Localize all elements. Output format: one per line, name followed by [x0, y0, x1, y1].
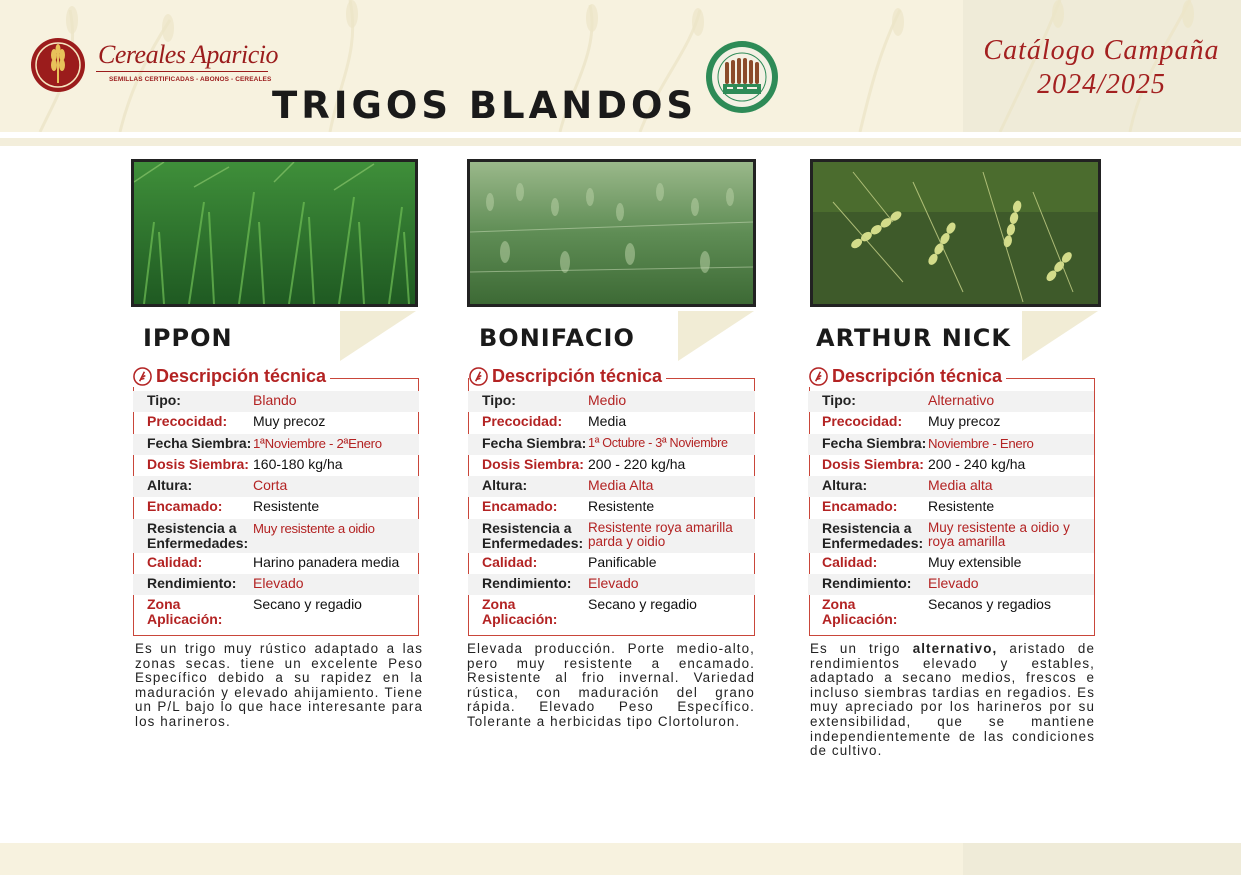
page-title: TRIGOS BLANDOS — [272, 84, 698, 127]
spec-label: Fecha Siembra: — [822, 434, 927, 451]
spec-label: Fecha Siembra: — [482, 434, 587, 451]
brand-underline — [96, 71, 268, 72]
decorative-triangle — [340, 311, 416, 361]
variety-photo-arthur-nick — [810, 159, 1101, 307]
spec-label — [133, 521, 253, 551]
spec-row-calidad — [808, 553, 1094, 574]
spec-row-rendimiento — [468, 574, 755, 595]
spec-table — [468, 391, 755, 628]
spec-value: 1ªNoviembre - 2ªEnero — [253, 435, 382, 451]
spec-value: Secanos y regadios — [928, 596, 1051, 613]
spec-row-rendimiento — [133, 574, 419, 595]
spec-value: Resistente — [928, 498, 995, 515]
spec-value: Noviembre - Enero — [928, 435, 1034, 451]
spec-row-tipo — [133, 391, 419, 412]
spec-row-dosis-siembra — [133, 455, 419, 476]
spec-value: Medio — [588, 392, 627, 408]
variety-name: BONIFACIO — [479, 324, 635, 352]
catalog-line-1: Catálogo Campaña — [983, 35, 1220, 66]
technical-description-header — [133, 366, 330, 387]
spec-label: Altura: — [822, 477, 868, 494]
variety-description: Elevada producción. Porte medio-alto, pero muy resistente a encamado. Resistente al frio invernal. Variedad rústica, con maduración del grano rápida. Elevado Peso Específico. Tolerante a herbicidas tipo Clortoluron. — [467, 641, 755, 729]
spec-label-line: Enfermedades: — [822, 534, 924, 551]
spec-value: Muy resistente a oidio — [253, 520, 375, 536]
variety-photo-ippon — [131, 159, 418, 307]
brand-name: Cereales Aparicio — [98, 40, 278, 69]
decorative-triangle — [678, 311, 754, 361]
header-rule — [0, 138, 1241, 146]
spec-table — [133, 391, 419, 628]
spec-label: Zona Aplicación: — [147, 596, 223, 628]
spec-label: Zona Aplicación: — [482, 596, 558, 628]
spec-label: Tipo: — [822, 392, 856, 408]
spec-table — [808, 391, 1094, 628]
description-post: aristado de rendimientos elevado y estables, adaptado a secano medios, frescos e incluso siembras tardias en regadios. Es muy apreciado por los harineros por su extensibilidad, que se mantiene independientemente de las condiciones de cultivo. — [810, 641, 1096, 759]
spec-row-rendimiento — [808, 574, 1094, 595]
footer-band-right — [963, 843, 1241, 875]
spec-value: Muy precoz — [928, 413, 1001, 430]
spec-row-fecha-siembra — [133, 434, 419, 455]
spec-row-fecha-siembra — [468, 434, 755, 455]
description-pre: Es un trigo — [810, 641, 901, 656]
spec-label: Rendimiento: — [482, 575, 572, 592]
spec-value: Resistente — [588, 498, 655, 515]
spec-row-resistencia — [808, 519, 1094, 553]
spec-label: Precocidad: — [822, 413, 903, 430]
spec-value: Resistente — [253, 498, 320, 515]
spec-row-resistencia — [468, 519, 755, 553]
spec-row-fecha-siembra — [808, 434, 1094, 455]
catalog-line-2: 2024/2025 — [1037, 69, 1166, 100]
spec-row-altura — [808, 476, 1094, 497]
spec-value: Elevado — [253, 575, 304, 592]
spec-label-line: Enfermedades: — [482, 534, 584, 551]
spec-value: Muy resistente a oidio y roya amarilla — [928, 519, 1070, 549]
spec-label: Dosis Siembra: — [822, 455, 924, 472]
spec-label: Tipo: — [482, 392, 516, 408]
spec-value: Blando — [253, 392, 297, 408]
spec-row-precocidad — [468, 412, 755, 433]
spec-row-precocidad — [133, 412, 419, 433]
spec-row-dosis-siembra — [808, 455, 1094, 476]
spec-label: Encamado: — [822, 498, 898, 515]
spec-row-zona — [468, 595, 755, 628]
wheat-seal-icon — [133, 367, 152, 386]
wheat-seal-icon — [809, 367, 828, 386]
spec-row-zona — [133, 595, 419, 628]
spec-label: Rendimiento: — [147, 575, 237, 592]
company-logo-icon — [30, 37, 86, 93]
spec-row-encamado — [808, 497, 1094, 518]
technical-description-header — [469, 366, 666, 387]
spec-label: Encamado: — [482, 498, 558, 515]
spec-label: Dosis Siembra: — [147, 455, 249, 472]
catalog-title — [962, 34, 1241, 102]
spec-label: Calidad: — [482, 553, 538, 570]
spec-value: 1ª Octubre - 3ª Noviembre — [588, 435, 728, 450]
spec-row-encamado — [133, 497, 419, 518]
spec-label: Fecha Siembra: — [147, 434, 252, 451]
spec-value: Elevado — [588, 575, 639, 592]
spec-row-zona — [808, 595, 1094, 628]
spec-value: Secano y regadio — [253, 596, 362, 613]
spec-value: Harino panadera media — [253, 553, 400, 570]
spec-label-line: Resistencia a — [482, 519, 572, 536]
spec-row-dosis-siembra — [468, 455, 755, 476]
spec-label: Altura: — [147, 477, 193, 494]
spec-label-line: Resistencia a — [822, 519, 912, 536]
spec-label: Precocidad: — [147, 413, 228, 430]
spec-label: Altura: — [482, 477, 528, 494]
spec-value: 200 - 240 kg/ha — [928, 455, 1026, 472]
spec-label-line: Enfermedades: — [147, 534, 249, 551]
certification-seal-icon — [705, 40, 779, 114]
spec-label: Precocidad: — [482, 413, 563, 430]
spec-value: Resistente roya amarilla parda y oidio — [588, 519, 733, 549]
variety-description — [810, 642, 1095, 759]
spec-label: Rendimiento: — [822, 575, 912, 592]
spec-label — [808, 521, 928, 551]
spec-value: Media alta — [928, 477, 993, 494]
spec-label — [468, 521, 588, 551]
decorative-triangle — [1022, 311, 1098, 361]
section-title: Descripción técnica — [832, 366, 1003, 386]
technical-description-header — [809, 366, 1006, 387]
spec-value: 160-180 kg/ha — [253, 455, 343, 472]
spec-row-calidad — [468, 553, 755, 574]
spec-row-encamado — [468, 497, 755, 518]
spec-value: Elevado — [928, 575, 979, 592]
wheat-seal-icon — [469, 367, 488, 386]
brand-subtitle: SEMILLAS CERTIFICADAS - ABONOS - CEREALES — [109, 76, 272, 83]
spec-value: Muy extensible — [928, 553, 1022, 570]
spec-value: Media Alta — [588, 477, 654, 494]
spec-label: Calidad: — [147, 553, 203, 570]
spec-label: Dosis Siembra: — [482, 455, 584, 472]
spec-label-line: Resistencia a — [147, 519, 237, 536]
spec-label: Calidad: — [822, 553, 878, 570]
spec-row-precocidad — [808, 412, 1094, 433]
section-title: Descripción técnica — [492, 366, 663, 386]
variety-description: Es un trigo muy rústico adaptado a las zonas secas. tiene un excelente Peso Específico debido a su rapidez en la maduración y elevado ahijamiento. Tiene un P/L bajo lo que hace interesante para los harineros. — [135, 641, 423, 729]
spec-label: Zona Aplicación: — [822, 596, 898, 628]
spec-row-tipo — [808, 391, 1094, 412]
spec-value: Muy precoz — [253, 413, 326, 430]
spec-value: Alternativo — [928, 392, 995, 408]
section-title: Descripción técnica — [156, 366, 327, 386]
spec-label: Encamado: — [147, 498, 223, 515]
spec-value: Panificable — [588, 553, 657, 570]
description-bold: alternativo, — [912, 641, 998, 656]
spec-value: Corta — [253, 477, 288, 494]
spec-row-tipo — [468, 391, 755, 412]
spec-label: Tipo: — [147, 392, 181, 408]
spec-row-altura — [133, 476, 419, 497]
spec-value: Secano y regadio — [588, 596, 697, 613]
spec-row-resistencia — [133, 519, 419, 553]
variety-name: ARTHUR NICK — [816, 324, 1011, 352]
spec-row-calidad — [133, 553, 419, 574]
spec-value: 200 - 220 kg/ha — [588, 455, 686, 472]
spec-row-altura — [468, 476, 755, 497]
spec-value: Media — [588, 413, 627, 430]
variety-photo-bonifacio — [467, 159, 756, 307]
variety-name: IPPON — [143, 324, 233, 352]
